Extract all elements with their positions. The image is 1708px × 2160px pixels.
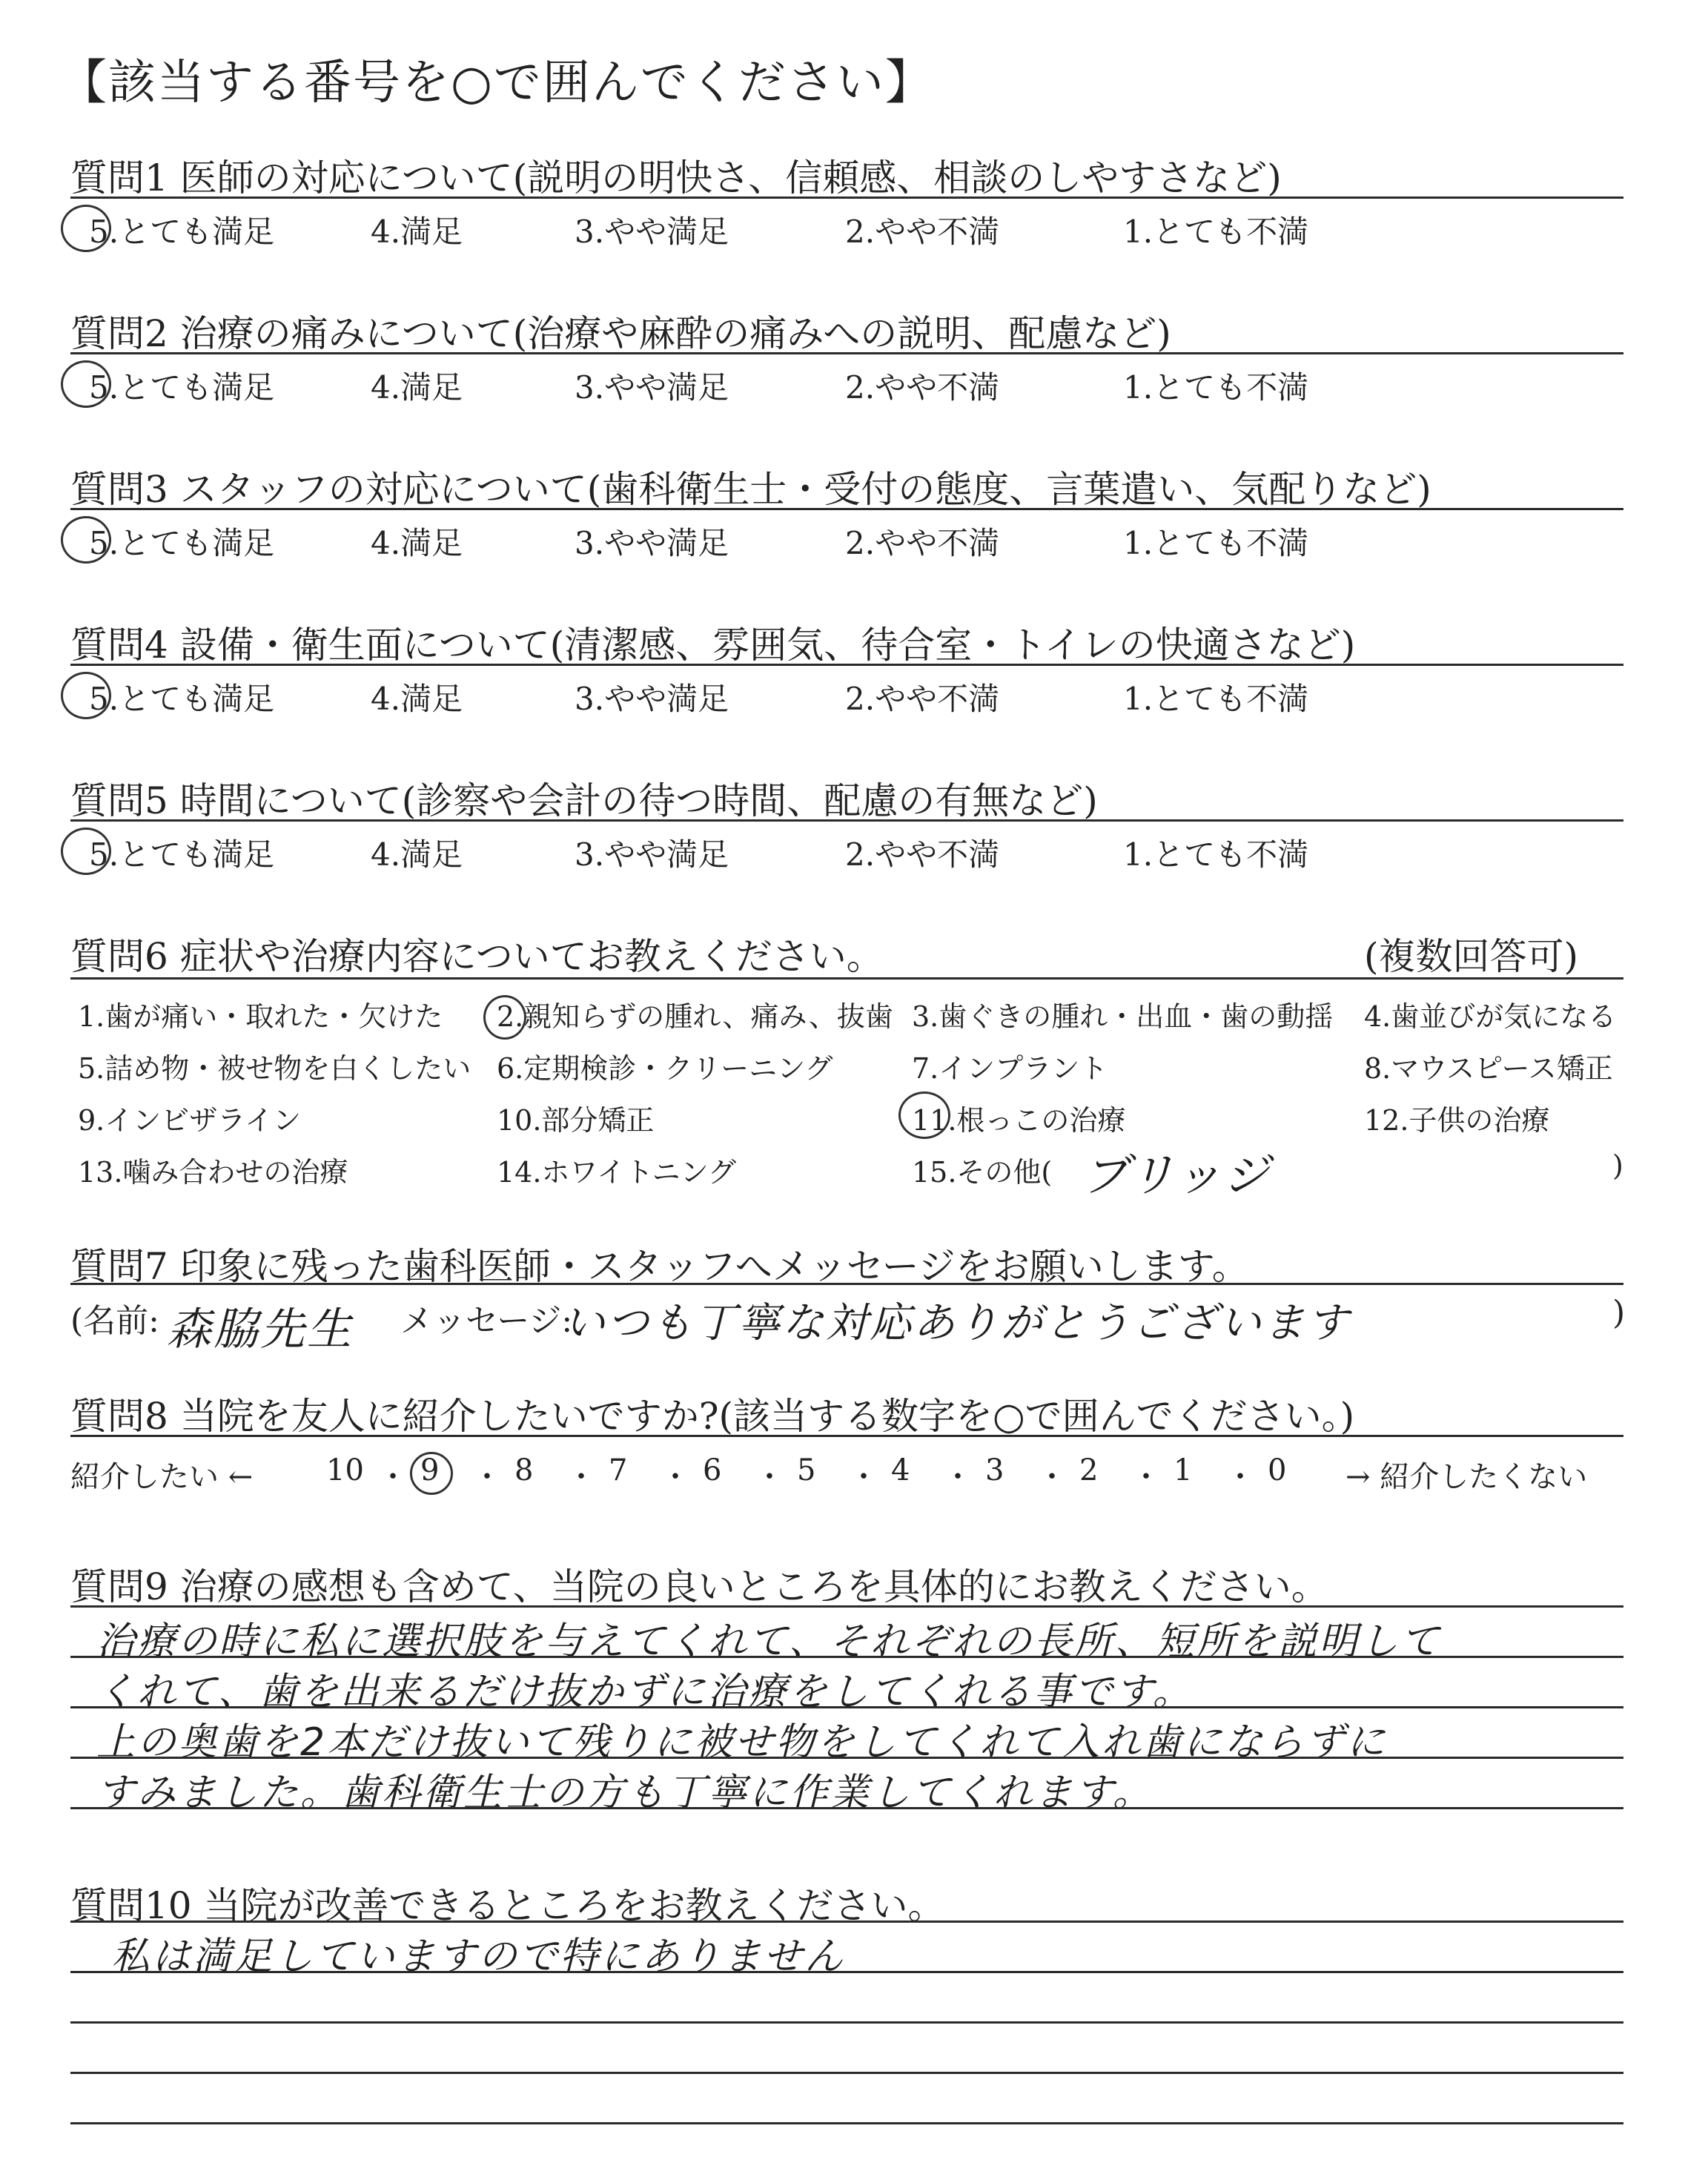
q3-rule [70, 508, 1623, 510]
q8-separator: ・ [1225, 1460, 1255, 1494]
q8-separator: ・ [1037, 1460, 1067, 1494]
q8-separator: ・ [755, 1460, 784, 1494]
q1-option-4[interactable]: 4.満足 [371, 214, 463, 250]
q7-message-label: メッセージ: [400, 1302, 573, 1340]
q4-option-1[interactable]: 1.とても不満 [1123, 681, 1309, 717]
q8-scale-10[interactable]: 10 [326, 1453, 364, 1487]
q9-rule [70, 1656, 1623, 1658]
q1-option-2[interactable]: 2.やや不満 [845, 214, 1000, 250]
q8-rule [70, 1435, 1623, 1437]
q8-selected-circle [410, 1452, 453, 1495]
q5-rule [70, 819, 1623, 822]
q6-item-3[interactable]: 3.歯ぐきの腫れ・出血・歯の動揺 [912, 1000, 1334, 1033]
q8-separator: ・ [472, 1460, 502, 1494]
q9-line-1[interactable]: 治療の時に私に選択肢を与えてくれて、それぞれの長所、短所を説明して [96, 1619, 1441, 1664]
q6-selected-circle-11 [898, 1091, 950, 1139]
q8-title: 質問8 当院を友人に紹介したいですか?(該当する数字を○で囲んでください。) [70, 1395, 1355, 1438]
q10-line-1[interactable]: 私は満足していますので特にありません [111, 1935, 846, 1979]
q1-rule [70, 196, 1623, 199]
q3-option-2[interactable]: 2.やや不満 [845, 525, 1000, 561]
q5-option-2[interactable]: 2.やや不満 [845, 836, 1000, 873]
q10-rule [70, 1971, 1623, 1973]
q7-close-paren: ) [1612, 1294, 1626, 1332]
q5-option-5[interactable]: 5.とても満足 [89, 836, 275, 873]
q10-rule [70, 2122, 1623, 2124]
q6-rule [70, 977, 1623, 980]
q9-rule [70, 1706, 1623, 1708]
q8-scale-6[interactable]: 6 [703, 1453, 722, 1487]
q6-note: (複数回答可) [1364, 935, 1579, 978]
q8-scale-8[interactable]: 8 [514, 1453, 534, 1487]
q6-item-12[interactable]: 12.子供の治療 [1364, 1104, 1550, 1137]
q5-option-1[interactable]: 1.とても不満 [1123, 836, 1309, 873]
q3-title: 質問3 スタッフの対応について(歯科衛生士・受付の態度、言葉遣い、気配りなど) [70, 468, 1431, 511]
q8-separator: ・ [378, 1460, 408, 1494]
q8-scale-1[interactable]: 1 [1174, 1453, 1193, 1487]
q3-option-3[interactable]: 3.やや満足 [575, 525, 729, 561]
q7-name-value[interactable]: 森脇先生 [167, 1304, 354, 1355]
q7-rule [70, 1283, 1623, 1285]
q6-item-14[interactable]: 14.ホワイトニング [497, 1156, 737, 1189]
q1-title: 質問1 医師の対応について(説明の明快さ、信頼感、相談のしやすさなど) [70, 156, 1282, 199]
q8-separator: ・ [849, 1460, 878, 1494]
q4-option-5[interactable]: 5.とても満足 [89, 681, 275, 717]
q2-selected-circle [61, 360, 111, 408]
q9-line-3[interactable]: 上の奥歯を2本だけ抜いて残りに被せ物をしてくれて入れ歯にならずに [96, 1720, 1388, 1765]
q10-rule [70, 1920, 1623, 1923]
q9-rule [70, 1807, 1623, 1809]
q5-selected-circle [61, 828, 111, 875]
q4-title: 質問4 設備・衛生面について(清潔感、雰囲気、待合室・トイレの快適さなど) [70, 624, 1356, 667]
q2-option-2[interactable]: 2.やや不満 [845, 369, 1000, 406]
q8-scale-3[interactable]: 3 [985, 1453, 1004, 1487]
q10-rule [70, 2072, 1623, 2074]
q6-item-6[interactable]: 6.定期検診・クリーニング [497, 1052, 833, 1085]
q6-item-15[interactable]: 15.その他( [912, 1156, 1053, 1189]
q6-selected-circle-6 [483, 995, 526, 1040]
q4-option-2[interactable]: 2.やや不満 [845, 681, 1000, 717]
q1-selected-circle [61, 205, 111, 252]
q6-item-11[interactable]: 11.根っこの治療 [912, 1104, 1126, 1137]
q7-name-label: (名前: [70, 1302, 159, 1340]
q6-item-9[interactable]: 9.インビザライン [78, 1104, 302, 1137]
q5-option-3[interactable]: 3.やや満足 [575, 836, 729, 873]
q2-option-4[interactable]: 4.満足 [371, 369, 463, 406]
q4-selected-circle [61, 672, 111, 719]
q6-item-4[interactable]: 4.歯並びが気になる [1364, 1000, 1617, 1033]
q4-rule [70, 664, 1623, 666]
q8-separator: ・ [1131, 1460, 1161, 1494]
q6-item-5[interactable]: 5.詰め物・被せ物を白くしたい [78, 1052, 471, 1085]
q8-scale-9[interactable]: 9 [420, 1453, 440, 1487]
q10-rule [70, 2021, 1623, 2024]
q6-item-16[interactable]: ) [1612, 1149, 1623, 1182]
q8-right-label: → 紹介したくない [1345, 1460, 1588, 1494]
q8-separator: ・ [943, 1460, 973, 1494]
q9-line-4[interactable]: すみました。歯科衛生士の方も丁寧に作業してくれます。 [96, 1771, 1153, 1815]
q9-title: 質問9 治療の感想も含めて、当院の良いところを具体的にお教えください。 [70, 1565, 1328, 1608]
q3-option-4[interactable]: 4.満足 [371, 525, 463, 561]
q8-scale-5[interactable]: 5 [797, 1453, 816, 1487]
q8-scale-0[interactable]: 0 [1268, 1453, 1287, 1487]
q9-rule [70, 1605, 1623, 1608]
q3-option-5[interactable]: 5.とても満足 [89, 525, 275, 561]
q4-option-4[interactable]: 4.満足 [371, 681, 463, 717]
q8-scale-4[interactable]: 4 [891, 1453, 910, 1487]
q8-scale-7[interactable]: 7 [609, 1453, 628, 1487]
q7-title: 質問7 印象に残った歯科医師・スタッフへメッセージをお願いします。 [70, 1245, 1249, 1288]
q6-item-7[interactable]: 7.インプラント [912, 1052, 1108, 1085]
q8-separator: ・ [661, 1460, 690, 1494]
q6-item-1[interactable]: 1.歯が痛い・取れた・欠けた [78, 1000, 443, 1033]
q2-option-1[interactable]: 1.とても不満 [1123, 369, 1309, 406]
q8-scale-2[interactable]: 2 [1079, 1453, 1099, 1487]
q5-title: 質問5 時間について(診察や会計の待つ時間、配慮の有無など) [70, 779, 1098, 822]
q6-item-13[interactable]: 13.噛み合わせの治療 [78, 1156, 348, 1189]
q3-option-1[interactable]: 1.とても不満 [1123, 525, 1309, 561]
q8-left-label: 紹介したい ← [70, 1460, 254, 1494]
q2-option-5[interactable]: 5.とても満足 [89, 369, 275, 406]
q2-title: 質問2 治療の痛みについて(治療や麻酔の痛みへの説明、配慮など) [70, 312, 1171, 355]
q10-title: 質問10 当院が改善できるところをお教えください。 [70, 1884, 945, 1927]
q1-option-3[interactable]: 3.やや満足 [575, 214, 729, 250]
q2-option-3[interactable]: 3.やや満足 [575, 369, 729, 406]
q5-option-4[interactable]: 4.満足 [371, 836, 463, 873]
q9-rule [70, 1757, 1623, 1759]
q1-option-1[interactable]: 1.とても不満 [1123, 214, 1309, 250]
q9-line-2[interactable]: くれて、歯を出来るだけ抜かずに治療をしてくれる事です。 [96, 1670, 1194, 1714]
q6-other-text[interactable]: ブリッジ [1082, 1148, 1272, 1202]
q8-separator: ・ [566, 1460, 596, 1494]
q6-item-8[interactable]: 8.マウスピース矯正 [1364, 1052, 1613, 1085]
q6-item-2[interactable]: 2.親知らずの腫れ、痛み、抜歯 [497, 1000, 893, 1033]
q7-message-value[interactable]: いつも丁寧な対応ありがとうございます [563, 1299, 1351, 1347]
q6-title: 質問6 症状や治療内容についてお教えください。 [70, 935, 884, 978]
q3-selected-circle [61, 516, 111, 564]
q6-item-10[interactable]: 10.部分矯正 [497, 1104, 655, 1137]
q4-option-3[interactable]: 3.やや満足 [575, 681, 729, 717]
q2-rule [70, 352, 1623, 354]
form-header: 【該当する番号を○で囲んでください】 [59, 56, 934, 110]
q1-option-5[interactable]: 5.とても満足 [89, 214, 275, 250]
